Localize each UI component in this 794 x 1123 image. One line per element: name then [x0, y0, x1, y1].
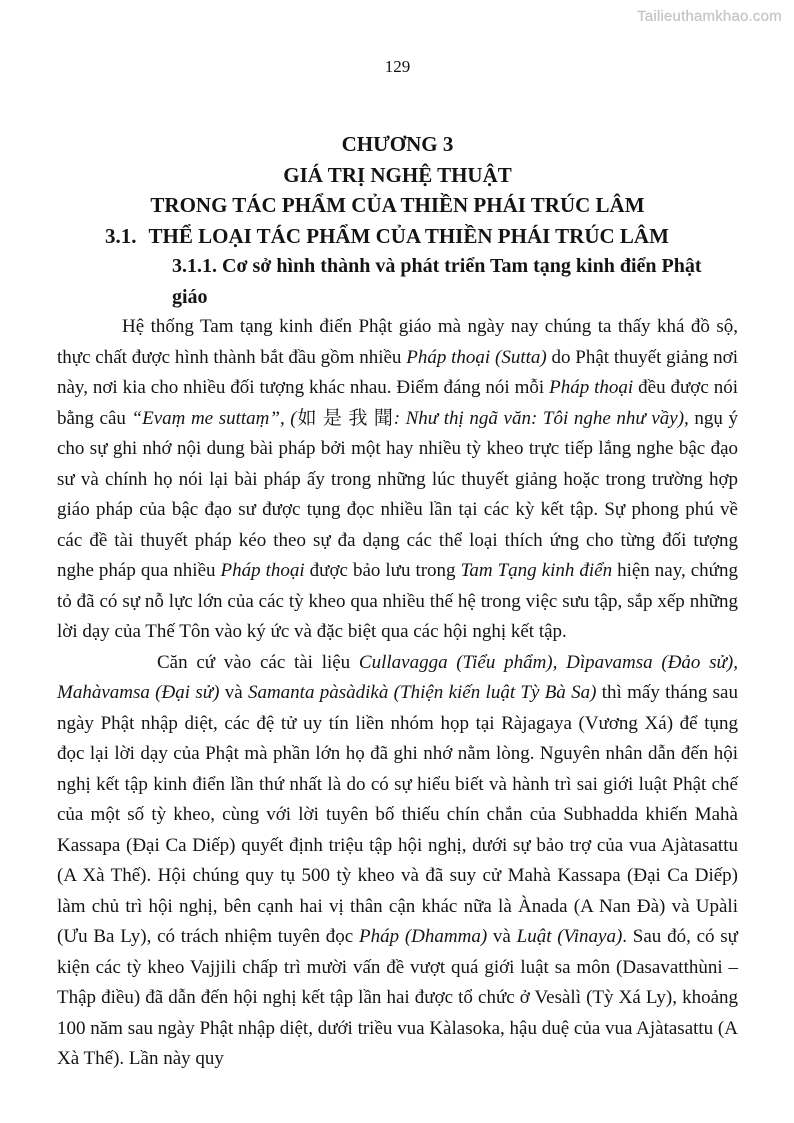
- italic-text-run: Pháp thoại: [549, 377, 634, 398]
- text-run: được bảo lưu trong: [304, 560, 461, 581]
- text-run: ngụ ý cho sự ghi nhớ nội dung bài pháp bởi một hay nhiều tỳ kheo trực tiếp lắng nghe bậc đạo sư và chính họ nói lại bài pháp ấy trong những lúc thuyết giảng hoặc trong trường hợp giáo pháp của bậc đạo sư được tụng đọc nhiều lần tại các kỳ kết tập. Sự phong phú về các đề tài thuyết pháp kéo theo sự đa dạng các thể loại thích ứng cho từng đối tượng nghe pháp qua nhiều: [57, 407, 739, 581]
- text-run: Hệ thống Tam tạng kinh điển Phật giáo mà ngày nay chúng ta thấy khá đồ sộ, thực chất được hình thành bắt đầu gồm nhiều: [57, 316, 738, 368]
- italic-text-run: : Như thị ngã văn: Tôi nghe như vầy),: [393, 407, 689, 429]
- text-run: và: [487, 926, 517, 947]
- italic-text-run: Tam Tạng kinh điển: [460, 560, 613, 581]
- heading-block: [57, 129, 738, 312]
- text-run: đều được nói bằng câu: [57, 377, 738, 429]
- paragraph: [57, 648, 738, 1075]
- chapter-title-line2: TRONG TÁC PHẨM CỦA THIỀN PHÁI TRÚC LÂM: [150, 193, 645, 217]
- section-heading: [105, 221, 738, 252]
- chapter-heading: CHƯƠNG 3: [341, 132, 454, 156]
- section-number: 3.1.: [105, 223, 137, 248]
- text-run: thì mấy tháng sau ngày Phật nhập diệt, các đệ tử uy tín liền nhóm họp tại Ràjagaya (Vương Xá) để tụng đọc lại lời dạy của Phật mà phần lớn họ đã ghi nhớ nằm lòng. Nguyên nhân dẫn đến hội nghị kết tập kinh điển lần thứ nhất là do có sự hiểu biết và hành trì sai giới luật Phật chế của một số tỳ kheo, cùng với lời tuyên bố thiếu chín chắn của Subhadda khiến Mahà Kassapa (Đại Ca Diếp) quyết định triệu tập hội nghị, dưới sự bảo trợ của vua Ajàtasattu (A Xà Thế). Hội chúng quy tụ 500 tỳ kheo và đã suy cử Mahà Kassapa (Đại Ca Diếp) làm chủ trì hội nghị, bên cạnh hai vị thân cận khác nữa là Ànada (A Nan Đà) và Upàli (Ưu Ba Ly), có trách nhiệm tuyên đọc: [57, 682, 738, 947]
- chapter-title-line1: GIÁ TRỊ NGHỆ THUẬT: [283, 162, 512, 187]
- text-run: và: [219, 682, 248, 703]
- page-number: 129: [384, 57, 411, 76]
- text-run: hiện nay, chứng tỏ đã có sự nỗ lực lớn của các tỳ kheo qua nhiều thế hệ trong việc sưu tập, sắp xếp những lời dạy của Thế Tôn vào ký ức và đặc biệt qua các hội nghị kết tập.: [57, 560, 738, 642]
- italic-text-run: Cullavagga (Tiểu phẩm), Dìpavamsa (Đảo sử), Mahàvamsa (Đại sử): [57, 651, 738, 703]
- text-run: 如 是 我 聞: [296, 407, 394, 429]
- italic-text-run: “Evaṃ me suttaṃ”, (: [131, 407, 297, 429]
- text-run: do Phật thuyết giảng nơi này, nơi kia cho nhiều đối tượng khác nhau. Điểm đáng nói mỗi: [57, 346, 738, 398]
- body-paragraphs: [57, 312, 738, 1075]
- italic-text-run: Pháp thoại (Sutta): [406, 346, 547, 368]
- subsection-heading: 3.1.1. Cơ sở hình thành và phát triển Tam tạng kinh điển Phật giáo: [172, 255, 702, 308]
- watermark: Tailieuthamkhao.com: [637, 8, 782, 25]
- italic-text-run: Luật (Vinaya): [516, 926, 623, 947]
- italic-text-run: Pháp thoại: [220, 560, 305, 581]
- italic-text-run: Samanta pàsàdikà (Thiện kiến luật Tỳ Bà Sa): [247, 682, 597, 703]
- section-title: THỂ LOẠI TÁC PHẨM CỦA THIỀN PHÁI TRÚC LÂM: [148, 223, 669, 248]
- paragraph: [57, 312, 738, 648]
- text-run: Căn cứ vào các tài liệu: [157, 651, 359, 673]
- text-run: . Sau đó, có sự kiện các tỳ kheo Vajjili chấp trì mười vấn đề vượt quá giới luật sa môn (Dasavatthùni – Thập điều) đã dẫn đến hội nghị kết tập lần hai được tổ chức ở Vesàlì (Tỳ Xá Ly), khoảng 100 năm sau ngày Phật nhập diệt, dưới triều vua Kàlasoka, hậu duệ của vua Ajàtasattu (A Xà Thế). Lần này quy: [57, 926, 738, 1069]
- italic-text-run: Pháp (Dhamma): [358, 926, 488, 947]
